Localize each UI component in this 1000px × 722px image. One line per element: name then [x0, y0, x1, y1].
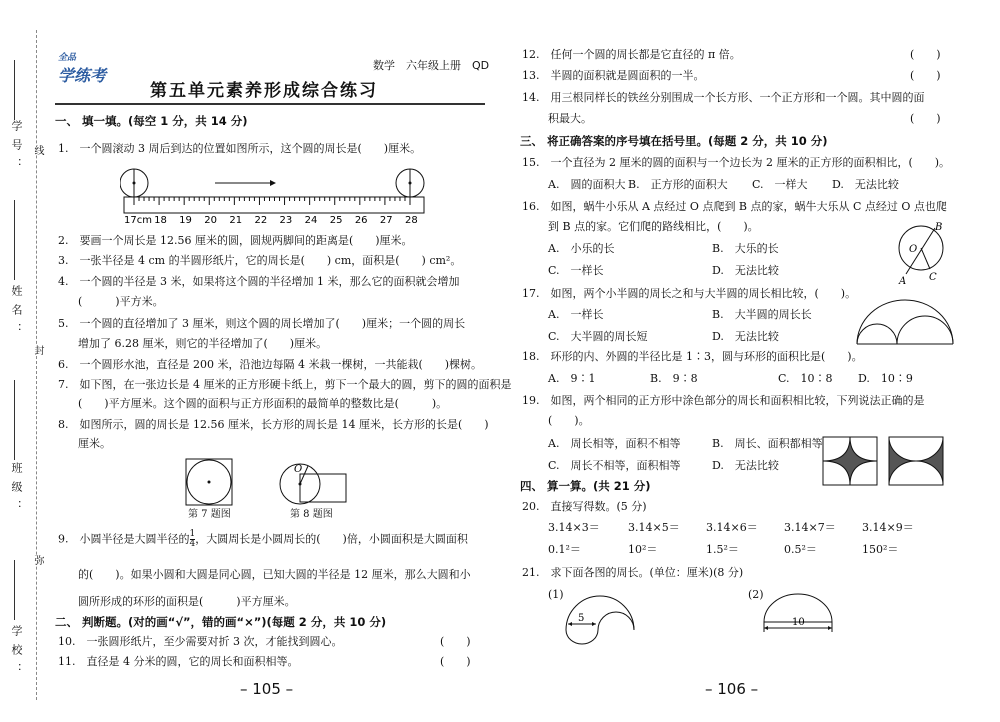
- question-18: 18. 环形的内、外圆的半径比是 1∶3，圆与环形的面积比是( )。: [522, 350, 863, 363]
- section-heading-multiple-choice: 三、 将正确答案的序号填在括号里。(每题 2 分，共 10 分): [520, 134, 828, 148]
- figure-7-caption: 第 7 题图: [188, 509, 231, 520]
- logo-top-text: 全品: [58, 53, 77, 63]
- page-number-right: – 106 –: [705, 680, 759, 698]
- question-1: 1. 一个圆滚动 3 周后到达的位置如图所示，这个圆的周长是( )厘米。: [58, 142, 422, 155]
- question-4-line-2: ( )平方米。: [78, 295, 164, 308]
- binding-cut-mark: 封: [32, 345, 43, 355]
- q16-option-a[interactable]: A. 小乐的长: [548, 242, 615, 255]
- ruler-figure: [120, 165, 430, 227]
- question-17: 17. 如图，两个小半圆的周长之和与大半圆的周长相比较，( )。: [522, 287, 857, 300]
- question-9-line-2: 的( )。如果小圆和大圆是同心圆，已知大圆的半径是 12 厘米，那么大圆和小: [78, 568, 471, 581]
- question-7-line-1: 7. 如下图，在一张边长是 4 厘米的正方形硬卡纸上，剪下一个最大的圆，剪下的圆的面积是: [58, 378, 512, 391]
- ruler-tick-label: 28: [405, 215, 418, 226]
- fig16-label-o: O: [909, 244, 918, 255]
- fig21-1-dimension: 5: [578, 613, 585, 624]
- q19-option-d[interactable]: D. 无法比较: [712, 459, 779, 472]
- question-6: 6. 一个圆形水池，直径是 200 米，沿池边每隔 4 米栽一棵树，一共能栽( )棵树。: [58, 358, 483, 371]
- binding-field-line: [14, 560, 15, 620]
- fig16-label-b: B: [935, 222, 943, 233]
- question-5-line-2: 增加了 6.28 厘米，则它的半径增加了( )厘米。: [78, 337, 328, 350]
- question-14-line-1: 14. 用三根同样长的铁丝分别围成一个长方形、一个正方形和一个圆。其中圆的面: [522, 91, 925, 104]
- figure-question-7: [185, 458, 233, 506]
- section-heading-calculation: 四、 算一算。(共 21 分): [520, 479, 651, 493]
- figure-8-label-o: O: [294, 464, 303, 475]
- title-divider: [55, 103, 485, 105]
- q9-prefix: 9. 小圆半径是大圆半径的: [58, 532, 190, 546]
- question-20: 20. 直接写得数。(5 分): [522, 500, 647, 513]
- figure-question-21-1: [560, 590, 640, 646]
- section-heading-true-false: 二、 判断题。(对的画“√”，错的画“×”)(每题 2 分，共 10 分): [55, 615, 387, 629]
- question-11: 11. 直径是 4 分米的圆，它的周长和面积相等。: [58, 655, 299, 668]
- figure-question-19-left: [822, 436, 878, 486]
- answer-paren-q11[interactable]: ( ): [440, 655, 471, 668]
- q18-option-c[interactable]: C. 10∶8: [778, 372, 833, 385]
- ruler-tick-label: 18: [154, 215, 167, 226]
- fraction-numerator: 1: [189, 529, 196, 539]
- q15-option-b[interactable]: B. 正方形的面积大: [628, 178, 728, 191]
- q17-option-d[interactable]: D. 无法比较: [712, 330, 779, 343]
- calc-item: 0.1²＝: [548, 543, 581, 556]
- ruler-tick-label: 24: [304, 215, 318, 226]
- question-2: 2. 要画一个周长是 12.56 厘米的圆，圆规两脚间的距离是( )厘米。: [58, 234, 413, 247]
- q9-suffix: ，大圆周长是小圆周长的( )倍，小圆面积是大圆面积: [195, 532, 468, 546]
- logo-main-text: 学练考: [58, 66, 107, 85]
- question-16-line-1: 16. 如图，蜗牛小乐从 A 点经过 O 点爬到 B 点的家，蜗牛大乐从 C 点经过 O 点也爬: [522, 200, 947, 213]
- question-13: 13. 半圆的面积就是圆面积的一半。: [522, 69, 705, 82]
- binding-cut-mark: 线: [32, 145, 43, 155]
- calc-item: 3.14×5＝: [628, 521, 680, 534]
- ruler-tick-label: 23: [279, 215, 293, 226]
- question-7-line-2: ( )平方厘米。这个圆的面积与正方形面积的最简单的整数比是( )。: [78, 397, 448, 410]
- q19-option-c[interactable]: C. 周长不相等，面积相等: [548, 459, 681, 472]
- calc-item: 0.5²＝: [784, 543, 817, 556]
- figure-21-1-label: (1): [548, 588, 564, 601]
- q16-option-d[interactable]: D. 无法比较: [712, 264, 779, 277]
- figure-8-caption: 第 8 题图: [290, 509, 333, 520]
- q17-option-b[interactable]: B. 大半圆的周长长: [712, 308, 812, 321]
- question-5-line-1: 5. 一个圆的直径增加了 3 厘米，则这个圆的周长增加了( )厘米；一个圆的周长: [58, 317, 466, 330]
- figure-question-21-2: [760, 592, 840, 636]
- question-19-line-2: ( )。: [548, 414, 590, 427]
- question-21: 21. 求下面各图的周长。(单位：厘米)(8 分): [522, 566, 744, 579]
- section-heading-fill-in: 一、 填一填。(每空 1 分，共 14 分): [55, 114, 248, 128]
- figure-question-16: [895, 218, 951, 286]
- figure-question-19-right: [888, 436, 944, 486]
- binding-line: [36, 30, 37, 700]
- calc-item: 3.14×9＝: [862, 521, 914, 534]
- q16-option-b[interactable]: B. 大乐的长: [712, 242, 779, 255]
- ruler-tick-label: 22: [254, 215, 268, 226]
- ruler-tick-label: 17cm: [124, 215, 152, 226]
- fig21-2-dimension: 10: [792, 617, 805, 628]
- figure-question-17: [855, 298, 955, 346]
- answer-paren-q10[interactable]: ( ): [440, 635, 471, 648]
- ruler-tick-label: 25: [329, 215, 343, 226]
- binding-label-class: 班级：: [10, 462, 23, 519]
- q15-option-d[interactable]: D. 无法比较: [832, 178, 899, 191]
- subject-line: 数学 六年级上册 QD: [373, 59, 490, 72]
- answer-paren-q14[interactable]: ( ): [910, 112, 941, 125]
- binding-field-line: [14, 60, 15, 120]
- q15-option-a[interactable]: A. 圆的面积大: [548, 178, 626, 191]
- publisher-logo: [58, 50, 106, 86]
- question-12: 12. 任何一个圆的周长都是它直径的 π 倍。: [522, 48, 741, 61]
- calc-item: 3.14×6＝: [706, 521, 758, 534]
- calc-item: 150²＝: [862, 543, 899, 556]
- binding-field-line: [14, 380, 15, 460]
- binding-label-school: 学校：: [10, 625, 23, 682]
- fig16-label-c: C: [929, 272, 937, 283]
- calc-item: 3.14×7＝: [784, 521, 836, 534]
- figure-question-8: [278, 458, 350, 506]
- binding-label-name: 姓名：: [10, 285, 23, 342]
- question-14-line-2: 积最大。: [548, 112, 592, 125]
- answer-paren-q13[interactable]: ( ): [910, 69, 941, 82]
- question-15: 15. 一个直径为 2 厘米的圆的面积与一个边长为 2 厘米的正方形的面积相比，( )。: [522, 156, 951, 169]
- page-number-left: – 105 –: [240, 680, 294, 698]
- binding-label-student-no: 学号：: [10, 120, 23, 177]
- fraction-denominator: 4: [189, 539, 196, 549]
- ruler-tick-label: 21: [229, 215, 243, 226]
- fig16-label-a: A: [899, 276, 907, 286]
- calc-item: 1.5²＝: [706, 543, 739, 556]
- binding-field-line: [14, 200, 15, 280]
- page-title: 第五单元素养形成综合练习: [150, 81, 378, 101]
- answer-paren-q12[interactable]: ( ): [910, 48, 941, 61]
- question-8-line-2: 厘米。: [78, 437, 111, 450]
- figure-21-2-label: (2): [748, 588, 764, 601]
- question-19-line-1: 19. 如图，两个相同的正方形中涂色部分的周长和面积相比较，下列说法正确的是: [522, 394, 925, 407]
- question-8-line-1: 8. 如图所示，圆的周长是 12.56 厘米，长方形的周长是 14 厘米，长方形的长是( ): [58, 418, 489, 431]
- question-9-line-3: 圆所形成的环形的面积是( )平方厘米。: [78, 595, 296, 608]
- q16-option-c[interactable]: C. 一样长: [548, 264, 604, 277]
- ruler-tick-label: 26: [354, 215, 368, 226]
- q18-option-d[interactable]: D. 10∶9: [858, 372, 913, 385]
- binding-margin: [0, 0, 50, 722]
- q15-option-c[interactable]: C. 一样大: [752, 178, 808, 191]
- q18-option-a[interactable]: A. 9∶1: [548, 372, 596, 385]
- calc-item: 10²＝: [628, 543, 658, 556]
- calc-item: 3.14×3＝: [548, 521, 600, 534]
- ruler-tick-label: 19: [179, 215, 192, 226]
- binding-cut-mark: 弥: [32, 555, 43, 565]
- question-3: 3. 一张半径是 4 cm 的半圆形纸片，它的周长是( ) cm，面积是( ) cm²。: [58, 254, 462, 267]
- q19-option-a[interactable]: A. 周长相等，面积不相等: [548, 437, 681, 450]
- question-9-line-1: [58, 530, 468, 549]
- q18-option-b[interactable]: B. 9∶8: [650, 372, 698, 385]
- ruler-tick-label: 27: [379, 215, 393, 226]
- question-4-line-1: 4. 一个圆的半径是 3 米，如果将这个圆的半径增加 1 米，那么它的面积就会增加: [58, 275, 460, 288]
- question-10: 10. 一张圆形纸片，至少需要对折 3 次，才能找到圆心。: [58, 635, 343, 648]
- ruler-tick-label: 20: [204, 215, 218, 226]
- q19-option-b[interactable]: B. 周长、面积都相等: [712, 437, 823, 450]
- q17-option-c[interactable]: C. 大半圆的周长短: [548, 330, 648, 343]
- q17-option-a[interactable]: A. 一样长: [548, 308, 604, 321]
- question-16-line-2: 到 B 点的家。它们爬的路线相比，( )。: [548, 220, 759, 233]
